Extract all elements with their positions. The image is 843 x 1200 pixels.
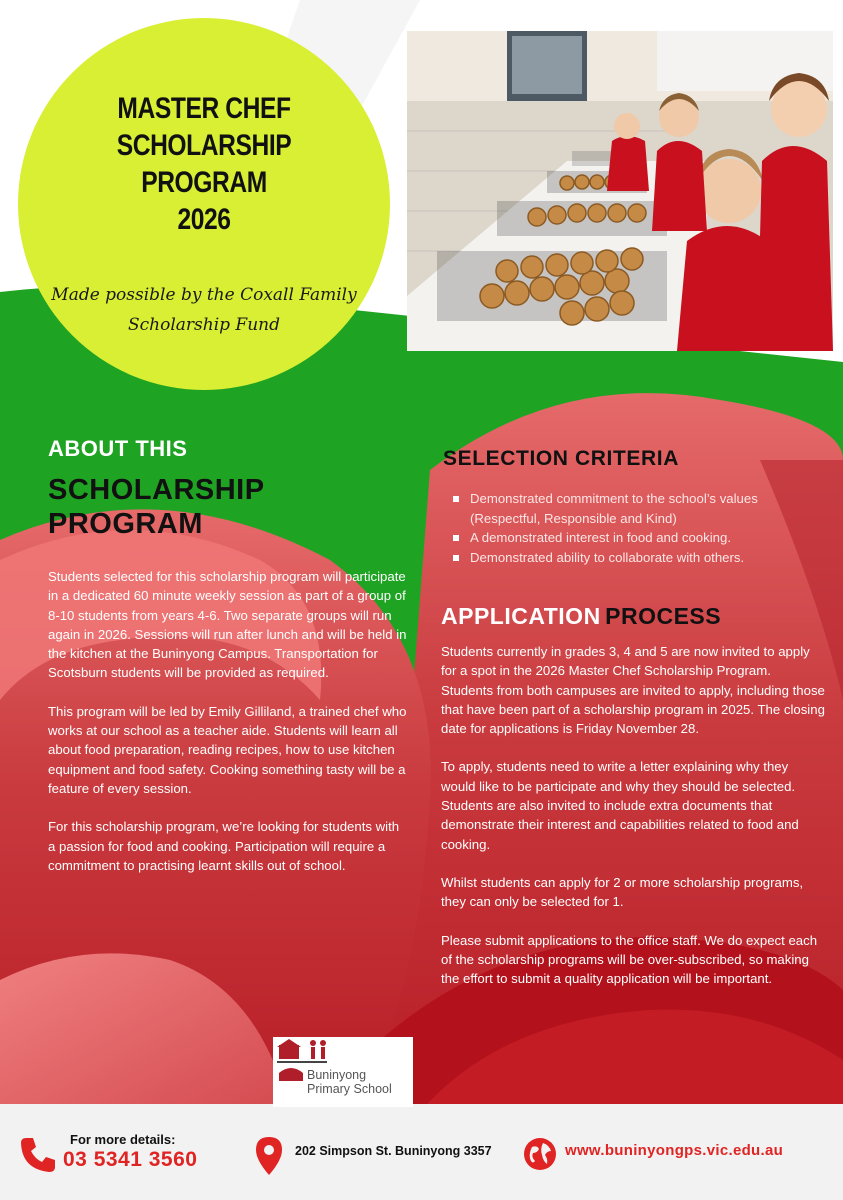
about-body — [48, 567, 410, 894]
phone-icon — [18, 1134, 58, 1174]
phone-number-link[interactable]: 03 5341 3560 — [63, 1148, 198, 1171]
selection-item — [453, 489, 823, 528]
selection-item — [453, 528, 823, 548]
about-heading-small: ABOUT THIS — [48, 436, 188, 461]
about-paragraph: Students selected for this scholarship program will participate in a dedicated 60 minute weekly session as part of a group of 8-10 students from years 4-6. Two separate groups will run again in 2026. Sessions will run after lunch and will be held in the kitchen at the Buninyong Campus. Transportation for Scotsburn students will be provided as required. — [48, 569, 407, 681]
application-heading-word1: APPLICATION — [441, 603, 601, 629]
details-label: For more details: — [70, 1132, 176, 1147]
bullet-icon — [453, 555, 459, 561]
program-title — [51, 90, 356, 238]
location-pin-icon — [255, 1136, 283, 1176]
about-paragraph: For this scholarship program, we’re looking for students with a passion for food and cooking. Participation will require a commitment to practising learnt skills out of school. — [48, 819, 400, 873]
photo-illustration — [407, 31, 833, 351]
selection-heading: SELECTION CRITERIA — [443, 447, 679, 470]
application-heading — [441, 603, 721, 630]
application-body — [441, 642, 826, 1007]
application-paragraph: Whilst students can apply for 2 or more scholarship programs, they can only be selected for 1. — [441, 874, 804, 910]
selection-item-text: Demonstrated ability to collaborate with others. — [470, 549, 745, 565]
title-line-2: SCHOLARSHIP — [116, 129, 292, 162]
students-cooking-photo — [407, 31, 833, 351]
selection-item — [453, 548, 823, 568]
school-logo-text — [307, 1068, 392, 1096]
application-paragraph: Please submit applications to the office staff. We do expect each of the scholarship programs will be over-subscribed, so making the effort to submit a quality application will be important. — [441, 932, 818, 987]
bullet-icon — [453, 535, 459, 541]
selection-list — [453, 489, 823, 567]
title-circle — [18, 18, 390, 390]
application-paragraph: Students currently in grades 3, 4 and 5 are now invited to apply for a spot in the 2026 Master Chef Scholarship Program. Students from both campuses are invited to apply, including those that have been part of a scholarship program in 2025. The closing date for applications is Friday November 28. — [441, 644, 825, 737]
website-link[interactable]: www.buninyongps.vic.edu.au — [565, 1142, 784, 1159]
title-line-3: PROGRAM — [141, 166, 267, 199]
sponsor-subtitle: Made possible by the Coxall Family Scholarship Fund — [51, 285, 357, 335]
address-text: 202 Simpson St. Buninyong 3357 — [295, 1144, 492, 1158]
title-line-4: 2026 — [177, 203, 231, 236]
application-paragraph: To apply, students need to write a letter explaining why they would like to be participate and why they should be selected. Students are also invited to include extra documents that demonstrate their interest and capabilities related to food and cooking. — [441, 759, 799, 852]
school-logo — [273, 1037, 413, 1107]
about-heading-line-2: PROGRAM — [48, 508, 203, 540]
application-heading-word2: PROCESS — [605, 603, 722, 629]
bullet-icon — [453, 496, 459, 502]
globe-icon — [523, 1137, 557, 1171]
about-heading-line-1: SCHOLARSHIP — [48, 474, 265, 506]
selection-item-text: Demonstrated commitment to the school’s values (Respectful, Responsible and Kind) — [470, 491, 758, 526]
title-line-1: MASTER CHEF — [117, 92, 291, 125]
about-heading-large — [48, 473, 265, 541]
about-paragraph: This program will be led by Emily Gilliland, a trained chef who works at our school as a teacher aide. Students will learn all about food preparation, reading recipes, how to use kitchen equipment and food safety. Cooking something tasty will be a feature of every session. — [48, 703, 407, 796]
school-logo-line-1: Buninyong — [307, 1068, 367, 1082]
selection-item-text: A demonstrated interest in food and cooking. — [470, 530, 731, 545]
school-logo-line-2: Primary School — [307, 1082, 392, 1096]
